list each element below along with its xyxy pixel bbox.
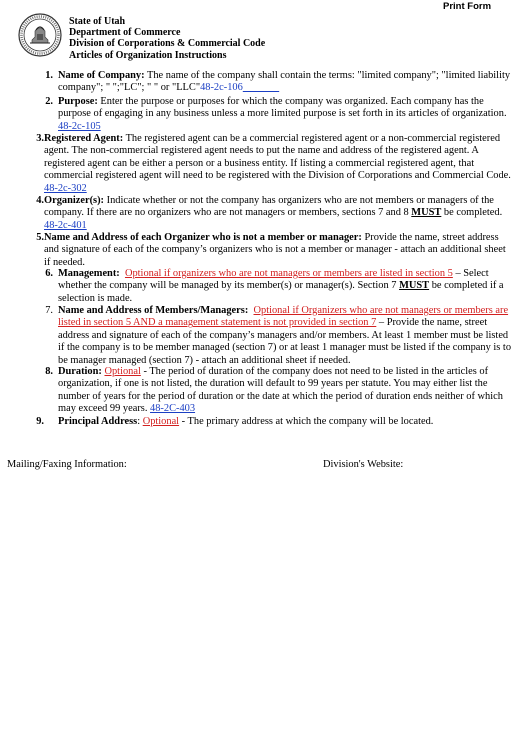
website-label: Division's Website:: [323, 459, 404, 470]
item-label: Management:: [58, 268, 120, 279]
optional-note: Optional if organizers who are not managers or members are listed in section 5: [124, 268, 453, 279]
item-label: Name of Company:: [58, 70, 145, 81]
document-header: [69, 16, 265, 61]
statute-link[interactable]: 48-2c-401: [44, 219, 87, 231]
header-title: Articles of Organization Instructions: [69, 49, 227, 61]
item-label: Name and Address of Members/Managers:: [58, 305, 249, 316]
header-state: State of Utah: [69, 16, 126, 27]
mailing-info-label: Mailing/Faxing Information:: [7, 459, 127, 470]
optional-note: Optional: [104, 366, 141, 377]
statute-link[interactable]: 48-2c-302: [44, 182, 87, 194]
optional-note: Optional: [142, 416, 180, 427]
state-seal-icon: [18, 13, 62, 57]
header-division: Division of Corporations & Commercial Code: [69, 38, 266, 50]
item-label: Registered Agent:: [44, 133, 124, 144]
statute-link[interactable]: 48-2c-106: [200, 82, 243, 94]
optional-note: Optional if Organizers who are not managers or members are listed in section 5 AND a management statement is not provided in section 7: [58, 305, 509, 329]
item-label: Principal Address: [58, 416, 138, 427]
statute-link[interactable]: 48-2C-403: [150, 403, 196, 415]
print-form-button[interactable]: Print Form: [443, 1, 492, 12]
item-label: Organizer(s):: [44, 195, 105, 206]
statute-link[interactable]: 48-2c-105: [58, 120, 101, 132]
header-department: Department of Commerce: [69, 27, 181, 39]
item-label: Duration:: [58, 366, 102, 377]
item-label: Name and Address of each Organizer who is not a member or manager:: [44, 232, 362, 243]
item-label: Purpose:: [58, 96, 98, 107]
